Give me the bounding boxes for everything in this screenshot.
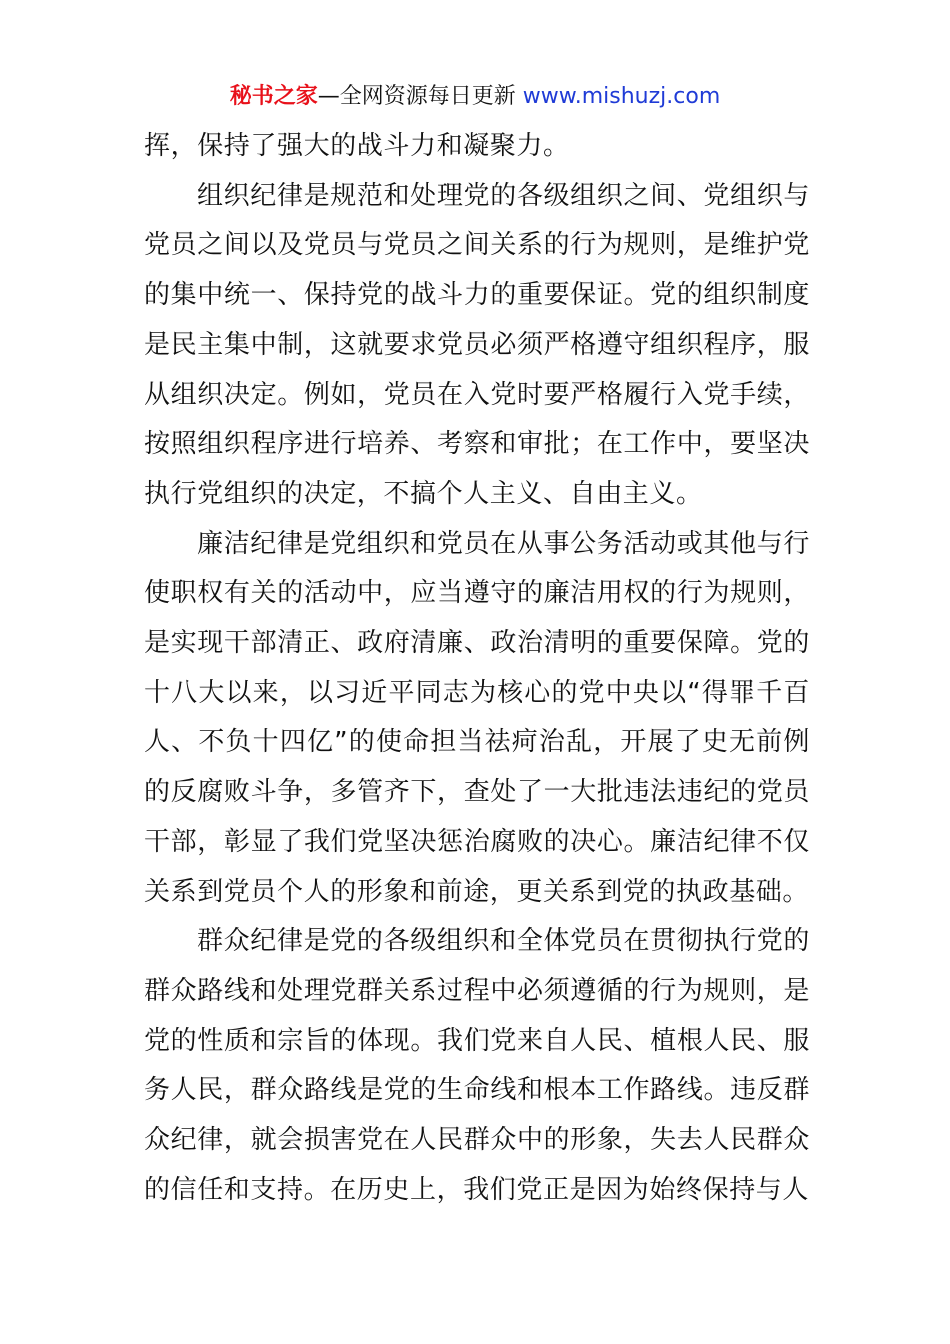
site-url-link[interactable]: www.mishuzj.com bbox=[522, 84, 721, 109]
paragraph-continuation: 挥，保持了强大的战斗力和凝聚力。 bbox=[144, 131, 570, 161]
site-slogan: —全网资源每日更新 bbox=[317, 84, 523, 109]
paragraph-integrity-discipline: 廉洁纪律是党组织和党员在从事公务活动或其他与行使职权有关的活动中，应当遵守的廉洁用权的行为规则，是实现干部清正、政府清廉、政治清明的重要保障。党的十八大以来，以习近平同志为核心的党中央以“得罪千百人、不负十四亿”的使命担当祛疴治乱，开展了史无前例的反腐败斗争，多管齐下，查处了一大批违法违纪的党员干部，彰显了我们党坚决惩治腐败的决心。廉洁纪律不仅关系到党员个人的形象和前途，更关系到党的执政基础。 bbox=[144, 528, 810, 907]
site-brand: 秘书之家 bbox=[229, 84, 318, 109]
document-body bbox=[144, 122, 810, 1215]
site-header bbox=[0, 80, 950, 114]
paragraph-organizational-discipline: 组织纪律是规范和处理党的各级组织之间、党组织与党员之间以及党员与党员之间关系的行为规则，是维护党的集中统一、保持党的战斗力的重要保证。党的组织制度是民主集中制，这就要求党员必须严格遵守组织程序，服从组织决定。例如，党员在入党时要严格履行入党手续，按照组织程序进行培养、考察和审批；在工作中，要坚决执行党组织的决定，不搞个人主义、自由主义。 bbox=[144, 180, 810, 509]
paragraph-mass-discipline: 群众纪律是党的各级组织和全体党员在贯彻执行党的群众路线和处理党群关系过程中必须遵循的行为规则，是党的性质和宗旨的体现。我们党来自人民、植根人民、服务人民，群众路线是党的生命线和根本工作路线。违反群众纪律，就会损害党在人民群众中的形象，失去人民群众的信任和支持。在历史上，我们党正是因为始终保持与人 bbox=[144, 926, 810, 1205]
